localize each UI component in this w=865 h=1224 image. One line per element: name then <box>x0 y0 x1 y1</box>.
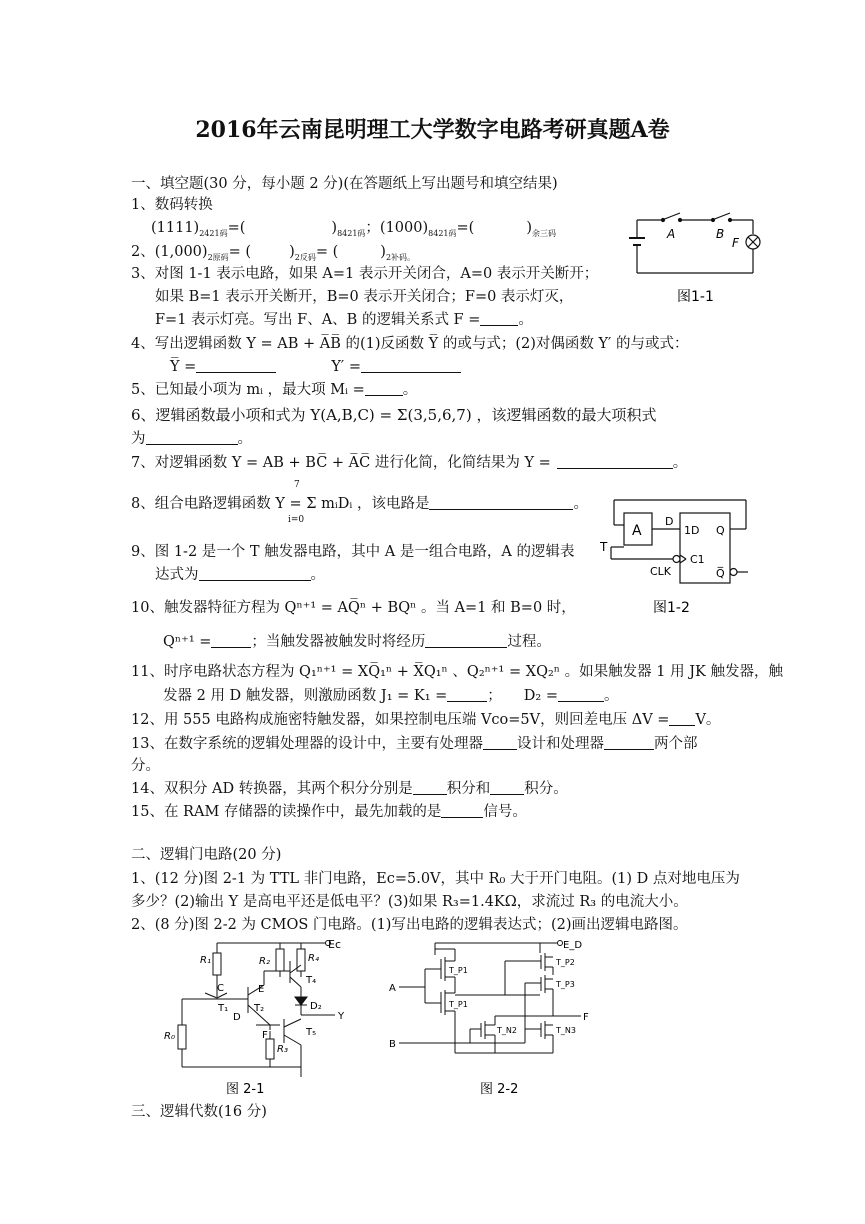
fig21-label-y: Y <box>338 1011 345 1022</box>
q15-line: 15、在 RAM 存储器的读操作中，最先加载的是 信号。 <box>131 804 527 820</box>
q9-line1: 9、图 1-2 是一个 T 触发器电路，其中 A 是一组合电路，A 的逻辑表 <box>131 544 575 560</box>
fig11-label-a: A <box>667 227 676 241</box>
fig22-label-a: A <box>389 983 396 994</box>
q6-line2: 为 。 <box>131 431 252 447</box>
fig12-label-a: A <box>632 523 642 539</box>
page-title: 2016年云南昆明理工大学数字电路考研真题A卷 <box>195 117 670 143</box>
section3-header: 三、逻辑代数(16 分) <box>131 1104 267 1120</box>
fig21-label-r1: R₁ <box>200 955 211 966</box>
fig21-label-r4: R₄ <box>308 953 319 964</box>
q11-line2: 发器 2 用 D 触发器，则激励函数 J₁ = K₁ = ； D₂ = 。 <box>163 688 619 704</box>
fig12-label-c1: C1 <box>690 553 705 566</box>
fig12-label-clk: CLK <box>650 565 672 578</box>
s2q1-line2: 多少？(2)输出 Y 是高电平还是低电平？(3)如果 R₃=1.4KΩ，求流过 R₃ 的电流大小。 <box>131 894 688 910</box>
q13-line2: 分。 <box>131 758 160 774</box>
q8-sum-top: 7 <box>294 480 300 490</box>
q1-text: 1、数码转换 <box>131 197 213 213</box>
q10-line2: Qⁿ⁺¹ = ；当触发器被触发时将经历 过程。 <box>163 634 551 650</box>
q2-line: 2、$(1,000)_{2原码}=$ ( )$_{2反码}=$ ( )$_{2补码。}$ <box>131 244 416 262</box>
fig21-caption: 图 2-1 <box>226 1082 265 1097</box>
figure-2-2 <box>385 935 595 1100</box>
fig21-label-f: F <box>262 1030 268 1041</box>
fig22-label-tp1b: T_P1 <box>449 1000 468 1009</box>
fig21-label-e: E <box>258 984 265 995</box>
fig22-label-tn3: T_N3 <box>556 1026 576 1035</box>
fig21-label-t2: T₂ <box>254 1003 265 1014</box>
q5-line: 5、已知最小项为 mᵢ ，最大项 Mᵢ = 。 <box>131 382 418 398</box>
figure-2-1 <box>160 935 360 1100</box>
q4-line2: Y̅ = Y′ = <box>170 357 461 377</box>
q8-line: 8、组合电路逻辑函数 Y = Σ mᵢDᵢ ，该电路是 。 <box>131 496 588 512</box>
q14-line: 14、双积分 AD 转换器，其两个积分分别是 积分和 积分。 <box>131 781 568 797</box>
q7-line: 7、对逻辑函数 Y = AB + BC̅ + A̅C̅ 进行化简，化简结果为 Y = 。 <box>131 455 688 471</box>
figure-1-1 <box>622 200 772 310</box>
fig21-label-t5: T₅ <box>306 1027 317 1038</box>
fig12-label-qbar: Q̅ <box>716 567 725 580</box>
fig12-label-t: T <box>600 540 608 554</box>
q8-sum-bottom: i=0 <box>288 515 305 525</box>
fig21-label-t1: T₁ <box>218 1003 229 1014</box>
fig12-label-1d: 1D <box>684 524 700 537</box>
fig22-label-tp3: T_P3 <box>556 980 575 989</box>
fig22-label-tp1a: T_P1 <box>449 966 468 975</box>
fig11-label-f: F <box>732 236 739 250</box>
q6-line1: 6、逻辑函数最小项和式为 Y(A,B,C) = Σ(3,5,6,7) ，该逻辑函数的最大项积式 <box>131 406 657 424</box>
q4-line1: 4、写出逻辑函数 Y = AB + A̅B̅ 的(1)反函数 Y̅ 的或与式；(2)对偶函数 Y′ 的与或式： <box>131 336 689 352</box>
s2q2-line1: 2、(8 分)图 2-2 为 CMOS 门电路。(1)写出电路的逻辑表达式；(2)画出逻辑电路图。 <box>131 917 688 933</box>
s2q1-line1: 1、(12 分)图 2-1 为 TTL 非门电路，Ec=5.0V，其中 R₀ 大于开门电阻。(1) D 点对地电压为 <box>131 871 740 887</box>
fig21-label-ec: Ec <box>328 938 341 951</box>
fig22-label-tp2: T_P2 <box>556 958 575 967</box>
q10-line1: 10、触发器特征方程为 Qⁿ⁺¹ = AQ̅ⁿ + BQⁿ 。当 A=1 和 B=0 时， <box>131 600 576 616</box>
fig12-caption: 图1-2 <box>653 600 690 616</box>
fig11-label-b: B <box>716 227 725 241</box>
q3-line2: 如果 B=1 表示开关断开，B=0 表示开关闭合；F=0 表示灯灭， <box>155 289 574 305</box>
fig21-label-r2: R₂ <box>259 956 270 967</box>
fig22-label-tn2: T_N2 <box>497 1026 517 1035</box>
fig22-caption: 图 2-2 <box>480 1082 519 1097</box>
q11-line1: 11、时序电路状态方程为 Q₁ⁿ⁺¹ = XQ̅₁ⁿ + X̅Q₁ⁿ 、Q₂ⁿ⁺¹ = XQ₂ⁿ 。如果触发器 1 用 JK 触发器，触 <box>131 664 783 680</box>
section2-header: 二、逻辑门电路(20 分) <box>131 847 282 863</box>
section1-header: 一、填空题(30 分，每小题 2 分)(在答题纸上写出题号和填空结果) <box>131 176 558 192</box>
q3-line3: F=1 表示灯亮。写出 F、A、B 的逻辑关系式 F = 。 <box>155 312 533 328</box>
fig21-label-r3: R₃ <box>277 1044 288 1055</box>
fig21-label-d: D <box>233 1012 241 1023</box>
fig12-label-q: Q <box>716 524 725 537</box>
fig21-label-c: C <box>217 983 224 994</box>
q13-line1: 13、在数字系统的逻辑处理器的设计中，主要有处理器 设计和处理器 两个部 <box>131 736 698 752</box>
q1-line: $(1111)_{2421码}=$( )$_{8421码}$；$(1000)_{8421码}=$( )$_{余三码}$ <box>151 220 556 238</box>
q9-line2: 达式为 。 <box>155 567 325 583</box>
fig21-label-d2: D₂ <box>310 1001 322 1012</box>
fig11-caption: 图1-1 <box>677 289 714 305</box>
q3-line1: 3、对图 1-1 表示电路，如果 A=1 表示开关闭合，A=0 表示开关断开； <box>131 266 599 282</box>
fig22-label-b: B <box>389 1039 396 1050</box>
q12-line: 12、用 555 电路构成施密特触发器，如果控制电压端 Vco=5V，则回差电压 ΔV = V。 <box>131 712 721 728</box>
fig21-label-r0: R₀ <box>164 1031 175 1042</box>
figure-1-2 <box>598 495 768 620</box>
fig22-label-ed: E_D <box>563 940 583 951</box>
fig12-label-d: D <box>665 515 674 528</box>
fig22-label-f: F <box>583 1012 589 1023</box>
fig21-label-t4: T₄ <box>306 975 317 986</box>
